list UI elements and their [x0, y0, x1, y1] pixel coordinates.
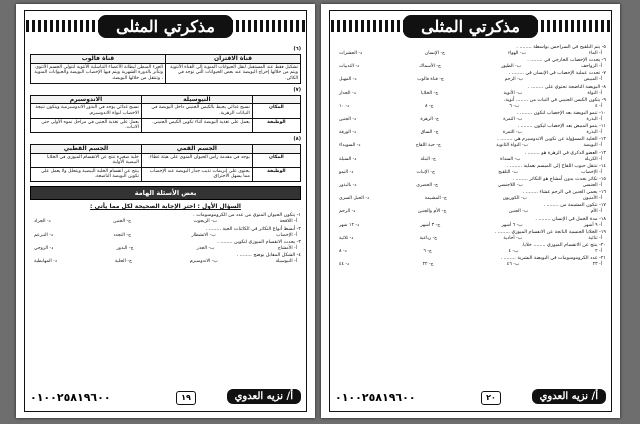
section-number: (٦) — [293, 46, 301, 52]
answer-option: ب- الكوريون — [502, 196, 527, 202]
question-text: ١٣- العضو الذكري في الزهرة هو ........ . — [524, 150, 606, 156]
page-footer — [26, 388, 305, 408]
answer-option: أ- النيوسيلة — [275, 258, 297, 264]
answer-option: ج- قناة فالوب — [417, 77, 444, 83]
table-header: الجسم القمي — [141, 144, 252, 153]
answer-option: ب- الجذر — [196, 245, 215, 251]
answer-options — [30, 246, 301, 252]
answer-options — [335, 77, 606, 83]
answer-option: ج- الخلايا — [421, 90, 439, 96]
page-content — [30, 44, 301, 384]
question-list — [335, 45, 606, 268]
page-number: ٢٠ — [481, 391, 501, 405]
answer-option: أ- ٢٣ — [592, 262, 602, 268]
answer-option: أ- البويضة — [583, 143, 602, 149]
answer-option: أ- الإخصاب — [276, 232, 297, 238]
answer-option: د- التبرعم — [34, 232, 53, 238]
answer-option: د- الجنين — [339, 117, 357, 123]
answer-options — [335, 104, 606, 110]
answer-option: د- المهابطية — [34, 258, 57, 264]
answer-option: أ- ٤ — [595, 103, 602, 109]
table-cell: الجزء المبطن لبطانة الأعضاء التناسلية الأنثوية لتتولى الجسم الأنثوي وتتأثر بالدورة الشهرية ويتم فيها الإخصاب البويضة والحيوانات المنوية ، وتنتقل من خلالها البويضة. — [31, 63, 166, 83]
answer-option: ب- ٦ — [509, 103, 520, 109]
question-text: ١٤- تنتقل حبوب اللقاح إلى الميسم بعملية ........ . — [506, 163, 606, 169]
answer-options — [335, 64, 606, 70]
answer-option: أ- الإخصاب — [581, 169, 602, 175]
answer-option: ب- الرحم — [504, 77, 524, 83]
page-content — [335, 44, 606, 384]
answer-options — [30, 233, 301, 239]
answer-option: أ- الزواحف — [581, 64, 602, 70]
answer-option: أ- الأمنيون — [582, 196, 602, 202]
right-page — [321, 4, 620, 418]
answer-option: د- ٤٤ — [339, 262, 350, 268]
answer-option: د- السويداء — [339, 143, 361, 149]
answer-option: ج- الأم والجنين — [417, 209, 447, 215]
answer-option: ب- التلقيح — [498, 169, 518, 175]
answer-option: د- الجدار — [339, 90, 356, 96]
question-text: ١٨- مدة الحمل في الإنسان ........ . — [535, 216, 606, 222]
section-number: (٧) — [293, 86, 301, 93]
answer-option: ج- الزهرة — [420, 117, 439, 123]
answer-option: ب- الزيجوت — [193, 219, 218, 225]
answer-option: ب- الهواء — [507, 51, 526, 56]
table-cell: نسيج غذائي يحيط بالكيس الجنيني داخل البويضة في النباتات الزهرية. — [141, 104, 252, 118]
table-header: قناة الاقتران — [166, 55, 301, 64]
answer-option: أ- النواة — [587, 90, 602, 96]
answer-option: ج- التجدد — [113, 232, 132, 238]
answer-option: د- النمو — [339, 169, 354, 175]
answer-option: أ- ٢ — [595, 249, 602, 255]
answer-option: أ- اللاقحة — [279, 219, 297, 225]
question-text: ٥- يتم التلقيح في السراخس بواسطة ........ . — [516, 45, 606, 50]
answer-options — [335, 249, 606, 255]
question-list — [30, 213, 301, 265]
question-text: ٣- يحدث الانقسام الميوزي لتكوين ........ . — [217, 239, 301, 245]
table-header: الجسم القطبي — [31, 144, 142, 153]
answer-options — [30, 219, 301, 225]
answer-option: ج- حبة اللقاح — [415, 143, 441, 149]
table-cell: خلية صغيرة تنتج عن الانقسام الميوزي في الخلايا البيضية الأولية. — [31, 153, 142, 167]
answer-options — [335, 170, 606, 176]
answer-option: ج- الساق — [420, 130, 439, 136]
question-text: ١٢- الخلية المسؤولة عن تكوين الاندوسبرم هي ........ . — [497, 137, 606, 143]
answer-option: أ- ثنائية — [588, 235, 602, 241]
table-header: الاندوسبرم — [31, 95, 142, 104]
answer-options — [335, 143, 606, 149]
answer-options — [335, 157, 606, 163]
page-title: مذكرتي المثلى — [403, 15, 538, 38]
answer-option: د- بالبذور — [339, 183, 357, 189]
question-heading: السؤال الأول : اختر الإجابة الصحيحة لكل مما يأتي : — [90, 203, 241, 211]
author-name: أ/ نزيه العدوي — [227, 389, 301, 404]
row-label: المكان — [252, 153, 300, 167]
answer-option: د- الرحم — [339, 209, 356, 215]
answer-option: ج- ٣ أشهر — [420, 222, 441, 228]
answer-option: ج- الخلية — [114, 258, 132, 264]
table-row — [31, 104, 301, 118]
answer-options — [335, 183, 606, 189]
answer-option: ب- ٦ أشهر — [501, 222, 523, 228]
answer-option: د- ١٢ شهر — [339, 222, 360, 228]
answer-option: ج- الخضري — [416, 183, 439, 189]
answer-option: د- الحبل السري — [339, 196, 370, 202]
answer-options — [335, 196, 606, 202]
page-number: ١٩ — [176, 391, 196, 405]
row-label: المكان — [252, 104, 300, 118]
answer-option: ج- البذور — [116, 245, 134, 251]
answer-option: د- ثلاثية — [339, 235, 354, 241]
section-number: (٨) — [293, 135, 301, 142]
comparison-table-8 — [30, 144, 301, 182]
table-cell: يعمل على تغذية البويضة أثناء تكوين الكيس الجنيني. — [141, 118, 252, 132]
answer-options — [335, 117, 606, 123]
table-cell: يعمل على تغذية الجنين في مراحل نموه الأولى حتى الانبات. — [31, 118, 142, 132]
question-text: ١- يتكون الحيوان المنوي من عدد من الكروموسومات . — [193, 213, 301, 219]
footer-phone: ٠١٠٠٢٥٨١٩٦٠٠ — [335, 391, 416, 404]
answer-option: ج- الأسماك — [419, 64, 441, 70]
question-text: ٨- البويضة الناضجة تحتوي على ........ . — [528, 84, 606, 90]
table-row — [31, 153, 301, 167]
answer-options — [335, 91, 606, 97]
table-cell: ينتج عن انقسام الخلية البيضية ويتحلل ولا يعمل على تكوين البويضة الناضجة. — [31, 167, 142, 181]
answer-option: ج- ٢٢ — [422, 262, 434, 268]
answer-option: أ- الأم — [590, 209, 602, 215]
author-name: أ/ نزيه العدوي — [532, 389, 606, 404]
table-cell: نسيج غذائي يوجد في البذور الاندوسبرمية ويتكون نتيجة الاخصاب لنواة الاندوسبرم. — [31, 104, 142, 118]
answer-option: ب- الأنوية — [503, 90, 523, 96]
page-header — [26, 12, 305, 40]
row-label: الوظيفة — [252, 118, 300, 132]
question-text: ٦- يحدث الإخصاب الخارجي في ........ . — [527, 58, 606, 64]
table-header: النيوسيلة — [141, 95, 252, 104]
question-text: ٩- يتكون الكيس الجنيني في النبات من ........ أنوية. — [503, 97, 606, 103]
table-corner — [252, 95, 300, 104]
answer-option: ب- الاندوسبرم — [189, 258, 218, 264]
answer-option: ج- ٦ — [423, 249, 432, 255]
answer-option: د- المهبل — [339, 77, 357, 83]
answer-option: ب- الجنين — [508, 209, 529, 215]
answer-option: د- الورقة — [339, 130, 357, 136]
table-cell: يوجد في مقدمة رأس الحيوان المنوي على هيئة غطاء. — [141, 153, 252, 167]
answer-options — [335, 223, 606, 229]
answer-options — [335, 262, 606, 268]
question-text: ١٦- يحمي الجنين في الرحم غشاء ........ . — [522, 190, 606, 196]
question-text: ٢٠- ينتج عن الانقسام الميوزي ........ خلايا. — [521, 243, 606, 249]
answer-options — [30, 259, 301, 265]
table-row — [31, 63, 301, 83]
answer-option: ب- الثمرة — [502, 130, 523, 136]
answer-option: ج- المشيمة — [424, 196, 447, 202]
answer-option: د- الثدييات — [339, 64, 360, 70]
answer-option: د- الحشرات — [339, 51, 363, 56]
page-footer — [331, 388, 610, 408]
answer-option: ب- السداة — [500, 156, 521, 162]
answer-option: ج- الإنبات — [416, 169, 435, 175]
table-corner — [252, 144, 300, 153]
table-header: قناة فالوب — [31, 55, 166, 64]
answer-option: د- ١٠ — [339, 103, 350, 109]
answer-option: ج- الجنين — [113, 219, 132, 225]
answer-option: د- ٨ — [339, 249, 347, 255]
table-cell: يحتوي على إنزيمات تذيب جدار البويضة عند الإخصاب مما يسهل الاختراق. — [141, 167, 252, 181]
table-row — [31, 167, 301, 181]
comparison-table-6 — [30, 54, 301, 83]
answer-options — [335, 236, 606, 242]
answer-option: ج- رباعية — [419, 235, 438, 241]
question-text: ٢- أبسط أنواع التكاثر في الكائنات الحية ........ . — [205, 226, 301, 232]
left-page — [16, 4, 315, 418]
question-text: ١٧- تتكون المشيمة من ........ . — [543, 203, 606, 209]
table-cell: تشكيل فقط عند المستقبل لنقل الحيوانات المنوية إلى القناة الأنثوية ويتم من خلالها إخراج البويضة عند بعض الحيوانات التي توجد في الكائن. — [166, 63, 301, 83]
answer-options — [335, 130, 606, 136]
answer-option: أ- الأمشاج — [277, 245, 297, 251]
answer-option: ج- ٨ — [424, 103, 434, 109]
question-text: ١٠- تنمو البويضة بعد الإخصاب لتكون ........ . — [516, 111, 606, 117]
answer-option: ب- ٤٦ — [506, 262, 520, 268]
answer-option: ب- النواة الثانوية — [496, 143, 529, 149]
question-text: ١٩- الخلايا الجنسية الناتجة عن الانقسام الميوزي ........ . — [494, 229, 606, 235]
question-text: ١١- ينمو المبيض بعد الإخصاب ليكون ........ . — [517, 124, 606, 130]
answer-option: ب- الطيور — [501, 64, 522, 70]
answer-option: د- الزوجي — [34, 245, 54, 251]
answer-options — [335, 51, 606, 57]
answer-option: أ- الكربلة — [584, 156, 602, 162]
answer-option: د- الجراد — [34, 219, 51, 225]
footer-phone: ٠١٠٠٢٥٨١٩٦٠٠ — [30, 391, 111, 404]
answer-option: أ- الجنسي — [582, 183, 602, 189]
answer-option: ب- الثمرة — [503, 117, 523, 123]
answer-option: ج- البتلة — [420, 156, 436, 162]
answer-option: أ- ٩ أشهر — [583, 222, 602, 228]
answer-option: د- السبلة — [339, 156, 357, 162]
comparison-table-7 — [30, 95, 301, 133]
answer-option: أ- البذرة — [586, 130, 602, 136]
page-title: مذكرتي المثلى — [98, 15, 233, 38]
answer-option: ج- الإنسان — [424, 51, 446, 56]
answer-option: ب- اللاجنسي — [497, 183, 523, 189]
answer-option: ب- ٤ — [508, 249, 519, 255]
question-text: ٢١- عدد الكروموسومات في البويضة البشرية ........ . — [500, 256, 606, 262]
page-header — [331, 12, 610, 40]
answer-option: أ- المبيض — [583, 77, 602, 83]
answer-option: أ- البذرة — [586, 117, 602, 123]
row-label: الوظيفة — [252, 167, 300, 181]
table-row — [31, 118, 301, 132]
section-banner: بعض الأسئلة الهامة — [30, 186, 301, 200]
answer-option: أ- الماء — [588, 51, 602, 56]
answer-options — [335, 209, 606, 215]
answer-option: ب- الانشطار — [191, 232, 216, 238]
question-text: ٧- تحدث عملية الإخصاب في الإنسان في ........ . — [508, 71, 606, 77]
question-text: ١٥- تكاثر يحدث بدون أمشاج هو التكاثر ........ . — [512, 177, 606, 183]
answer-option: ب- أحادية — [503, 235, 523, 241]
question-text: ٤- الشكل المقابل يوضح ........ . — [236, 252, 301, 258]
